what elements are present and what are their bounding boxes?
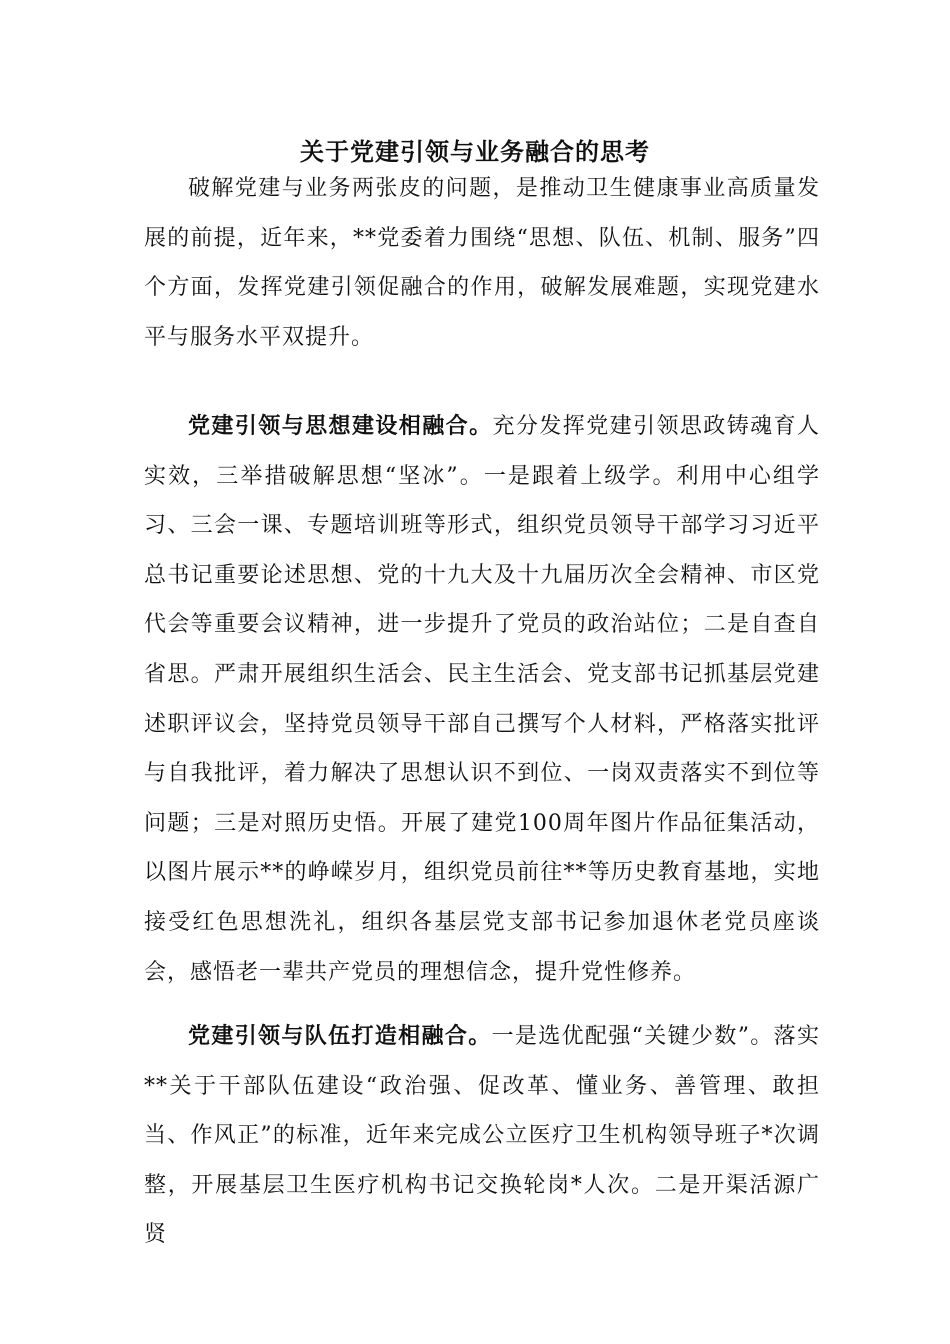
- section-body-team: 一是选优配强“关键少数”。落实**关于干部队伍建设“政治强、促改革、懂业务、善管理、敢担当、作风正”的标准，近年来完成公立医疗卫生机构领导班子*次调整，开展基层卫生医疗机构书记交换轮岗*人次。二是开渠活源广贤: [144, 1024, 820, 1248]
- section-heading-team: 党建引领与队伍打造相融合。: [188, 1023, 492, 1049]
- section-paragraph-team: [144, 1012, 820, 1260]
- section-body-thought: 充分发挥党建引领思政铸魂育人实效，三举措破解思想“坚冰”。一是跟着上级学。利用中心组学习、三会一课、专题培训班等形式，组织党员领导干部学习习近平总书记重要论述思想、党的十九大及十九届历次全会精神、市区党代会等重要会议精神，进一步提升了党员的政治站位；二是自查自省思。严肃开展组织生活会、民主生活会、党支部书记抓基层党建述职评议会，坚持党员领导干部自己撰写个人材料，严格落实批评与自我批评，着力解决了思想认识不到位、一岗双责落实不到位等问题；三是对照历史悟。开展了建党100周年图片作品征集活动，以图片展示**的峥嵘岁月，组织党员前往**等历史教育基地，实地接受红色思想洗礼，组织各基层党支部书记参加退休老党员座谈会，感悟老一辈共产党员的理想信念，提升党性修养。: [144, 414, 820, 985]
- intro-paragraph: 破解党建与业务两张皮的问题，是推动卫生健康事业高质量发展的前提，近年来，**党委着力围绕“思想、队伍、机制、服务”四个方面，发挥党建引领促融合的作用，破解发展难题，实现党建水平与服务水平双提升。: [144, 176, 820, 350]
- document-title: 关于党建引领与业务融合的思考: [300, 137, 650, 166]
- section-paragraph-thought: [144, 402, 820, 997]
- section-heading-thought: 党建引领与思想建设相融合。: [188, 413, 493, 439]
